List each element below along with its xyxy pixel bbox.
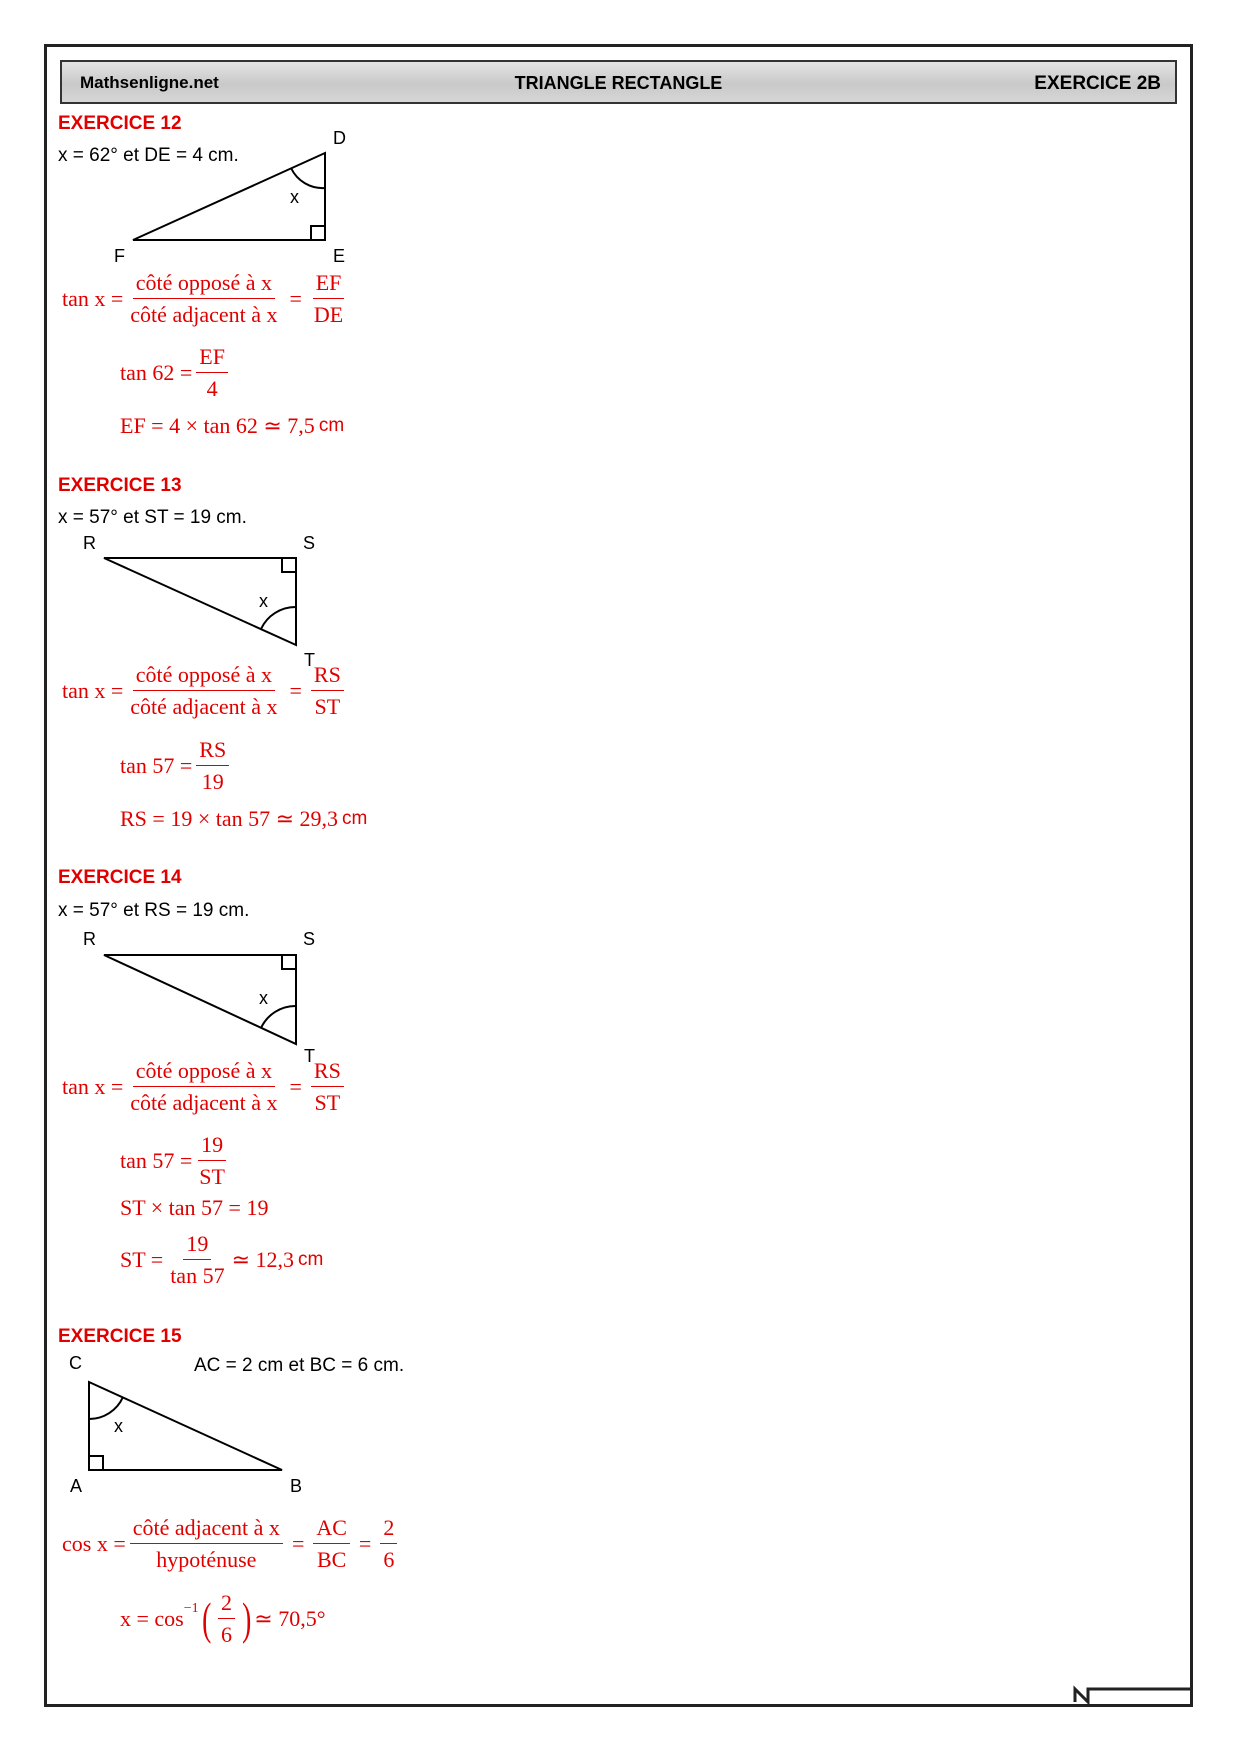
ex14-eq4: ST = $\frac{19}{\tan 57}$ ≃ 12,3 cm <box>120 1231 324 1288</box>
label-d: D <box>333 128 346 148</box>
ex13-given: x = 57° et ST = 19 cm. <box>58 507 247 528</box>
ex14-title: EXERCICE 14 <box>58 867 182 888</box>
ex15-title: EXERCICE 15 <box>58 1326 182 1347</box>
label-angle-x-14: x <box>259 988 268 1008</box>
label-angle-x-15: x <box>114 1416 123 1436</box>
ex15-given: AC = 2 cm et BC = 6 cm. <box>194 1355 405 1376</box>
label-angle-x-13: x <box>259 591 268 611</box>
ex12-given: x = 62° et DE = 4 cm. <box>58 145 239 166</box>
ex13-eq1: tan x = $\frac{\text{côté opposé à x}}{\text{côté adjacent à x}}$ = $\frac{RS}{ST}$ <box>62 662 348 720</box>
header-title: TRIANGLE RECTANGLE <box>514 73 723 93</box>
ex14-eq2: tan 57 = $\frac{19}{ST}$ <box>120 1132 225 1189</box>
ex13-eq3: RS = 19 × tan 57 ≃ 29,3 cm <box>120 806 368 831</box>
label-e: E <box>333 246 346 266</box>
ex12-eq1: tan x = $\frac{\text{côté opposé à x}}{\text{côté adjacent à x}}$ = $\frac{EF}{DE}$ <box>62 270 344 327</box>
label-angle-x: x <box>290 187 299 207</box>
label-r-14: R <box>83 929 96 949</box>
ex15-eq2: x = cos $^{-1}$ ( $\frac{2}{6}$ ) ≃ 70,5° <box>120 1590 326 1647</box>
ex12-eq2: tan 62 = $\frac{EF}{4}$ <box>120 344 232 402</box>
ex13-eq2: tan 57 = $\frac{RS}{19}$ <box>120 737 233 795</box>
label-t: T <box>304 650 315 670</box>
label-s: S <box>303 533 316 553</box>
label-b: B <box>290 1476 303 1496</box>
ex15-eq1: cos x = $\frac{\text{côté adjacent à x}}{\text{hypoténuse}}$ = $\frac{AC}{BC}$ = $\frac{2}{6}$ <box>62 1515 401 1573</box>
ex14-given: x = 57° et RS = 19 cm. <box>58 900 250 921</box>
ex13-title: EXERCICE 13 <box>58 475 182 496</box>
ex12-eq3: EF = 4 × tan 62 ≃ 7,5 cm <box>120 413 345 438</box>
label-s-14: S <box>303 929 316 949</box>
label-f: F <box>114 246 125 266</box>
ex14-eq1: tan x = $\frac{\text{côté opposé à x}}{\text{côté adjacent à x}}$ = $\frac{RS}{ST}$ <box>62 1058 348 1116</box>
label-r: R <box>83 533 96 553</box>
header-exercise: EXERCICE 2B <box>1034 73 1161 94</box>
label-c: C <box>69 1353 82 1373</box>
label-t-14: T <box>304 1046 315 1066</box>
label-a: A <box>70 1476 83 1496</box>
site-name: Mathsenligne.net <box>80 73 219 92</box>
ex14-eq3: ST × tan 57 = 19 <box>120 1195 269 1220</box>
ex12-title: EXERCICE 12 <box>58 113 182 134</box>
